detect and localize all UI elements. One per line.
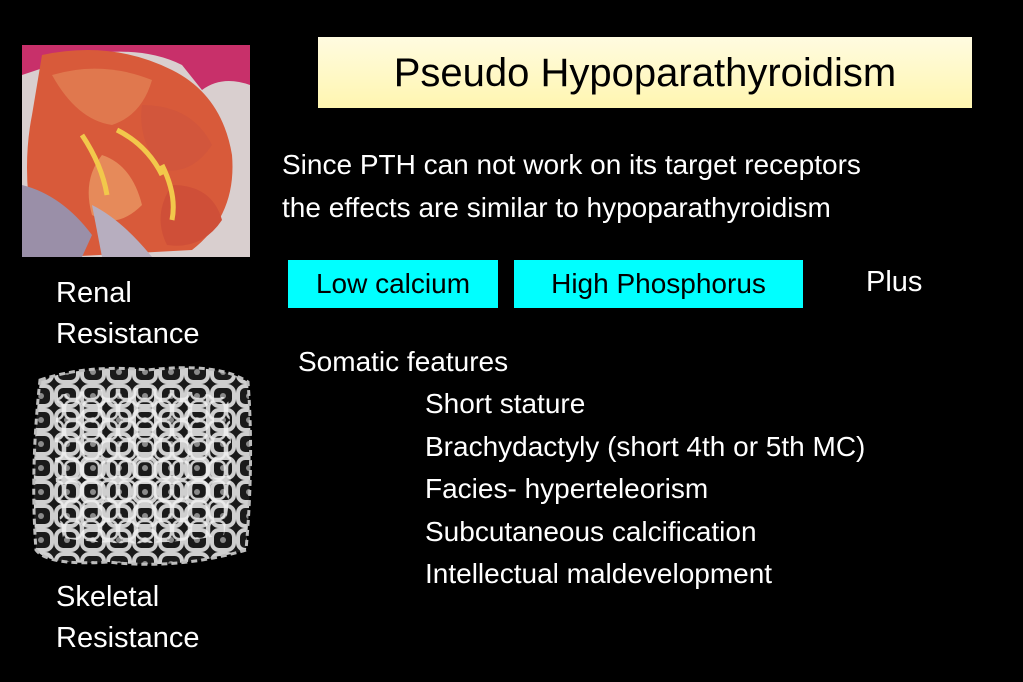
somatic-heading: Somatic features [298, 346, 509, 377]
renal-label-line-2: Resistance [56, 318, 200, 350]
title-box [318, 37, 972, 108]
low-calcium-badge: Low calcium [288, 260, 498, 308]
list-item: Short stature [425, 388, 586, 419]
list-item: Subcutaneous calcification [425, 515, 757, 547]
page-title: Pseudo Hypoparathyroidism [393, 50, 897, 95]
skeletal-label-line-2: Resistance [56, 622, 200, 654]
skeletal-label-line-1: Skeletal [56, 581, 160, 613]
intro-text [282, 143, 861, 229]
skeletal-resistance-label [56, 577, 199, 659]
high-phosphorus-badge: High Phosphorus [514, 260, 803, 308]
list-item: Facies- hyperteleorism [425, 473, 709, 504]
renal-label-line-1: Renal [56, 277, 132, 309]
renal-resistance-label [56, 273, 199, 355]
list-item: Intellectual maldevelopment [425, 558, 773, 589]
intro-line-1: Since PTH can not work on its target receptors [282, 149, 861, 180]
intro-line-2: the effects are similar to hypoparathyroidism [282, 192, 831, 223]
trabecular-bone-image [28, 360, 256, 570]
plus-label: Plus [866, 266, 923, 298]
somatic-list [425, 383, 865, 596]
kidney-image [22, 45, 250, 257]
list-item: Brachydactyly (short 4th or 5th MC) [425, 430, 866, 462]
